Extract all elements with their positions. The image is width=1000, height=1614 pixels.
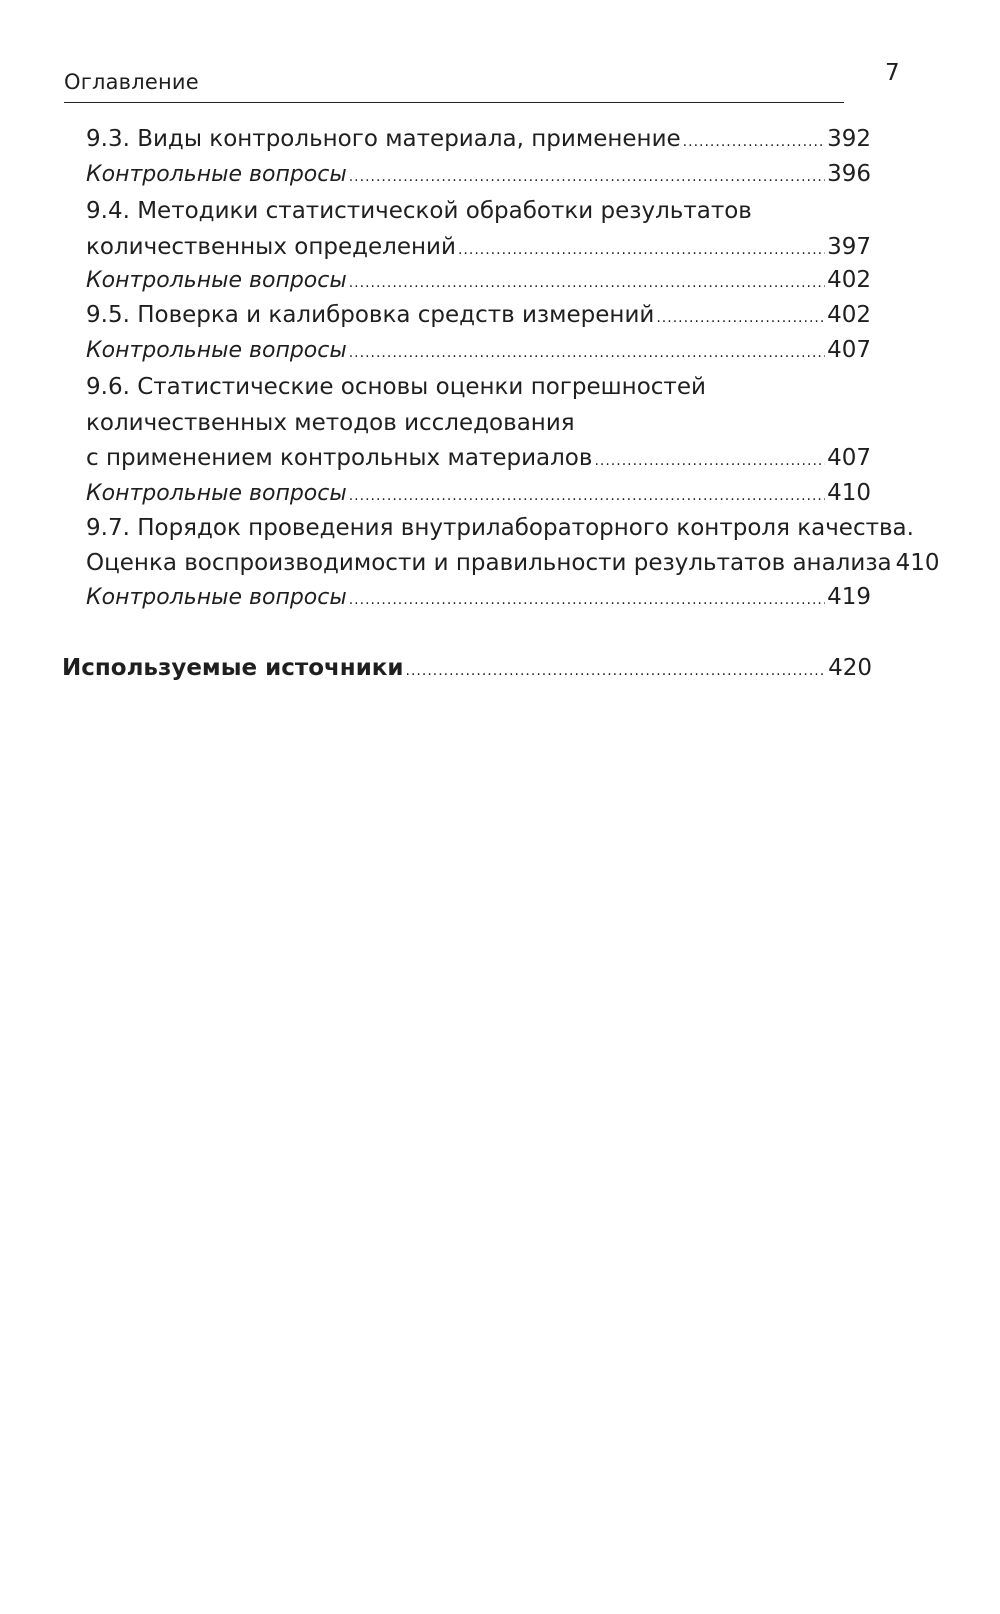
toc-entry-title: Контрольные вопросы [86,585,347,610]
leader-dots [656,301,825,335]
toc-entry-title-line-1: 9.7. Порядок проведения внутрилабораторного контроля качества. [86,515,914,541]
toc-entry-page: 407 [827,337,871,363]
leader-dots [349,336,825,370]
running-header [64,62,844,103]
toc-entry-page: 396 [827,161,871,187]
toc-entry-title-line-2: количественных определений [86,234,456,260]
toc-entry-page: 410 [895,550,940,576]
leader-dots [349,583,825,617]
toc-entry-title-line-1: 9.4. Методики статистической обработки результатов [86,198,752,224]
toc-entry-page: 407 [827,445,871,471]
leader-dots [349,266,825,300]
toc-entry-9-6[interactable] [0,370,1000,478]
page-number: 7 [885,60,900,86]
leader-dots [683,125,825,159]
toc-entry-title-line-2: количественных методов исследования [86,410,575,436]
toc-entry-page: 410 [827,480,871,506]
toc-entry-title: Контрольные вопросы [86,338,347,363]
toc-entry-questions-9-6[interactable] [0,476,1000,512]
toc-entry-questions-9-4[interactable] [0,263,1000,299]
leader-dots [349,160,825,194]
toc-entry-9-4[interactable] [0,194,1000,266]
toc-entry-title: Контрольные вопросы [86,481,347,506]
running-header-title: Оглавление [64,70,199,94]
toc-entry-title: Контрольные вопросы [86,268,347,293]
toc-entry-title-line-2: Оценка воспроизводимости и правильности результатов анализа [86,550,892,576]
toc-entry-page: 420 [828,655,872,681]
toc-entry-title: Используемые источники [62,655,404,681]
toc-entry-9-7[interactable] [0,511,1000,583]
toc-entry-page: 402 [827,267,871,293]
leader-dots [458,233,825,267]
leader-dots [349,479,825,513]
toc-entry-title: 9.5. Поверка и калибровка средств измерений [86,302,655,328]
toc-entry-sources[interactable] [0,651,1000,687]
leader-dots [406,654,827,688]
toc-entry-title: 9.3. Виды контрольного материала, применение [86,126,681,152]
toc-entry-questions-9-5[interactable] [0,333,1000,369]
toc-entry-title-line-3: с применением контрольных материалов [86,445,593,471]
leader-dots [594,444,825,478]
toc-entry-questions-9-7[interactable] [0,580,1000,616]
toc-entry-page: 397 [827,234,871,260]
toc-entry-page: 402 [827,302,871,328]
toc-entry-page: 419 [827,584,871,610]
toc-entry-page: 392 [827,126,871,152]
toc-entry-title: Контрольные вопросы [86,162,347,187]
toc-entry-9-3[interactable] [0,122,1000,158]
toc-entry-9-5[interactable] [0,298,1000,334]
toc-entry-title-line-1: 9.6. Статистические основы оценки погрешностей [86,374,706,400]
toc-entry-questions-9-3[interactable] [0,157,1000,193]
